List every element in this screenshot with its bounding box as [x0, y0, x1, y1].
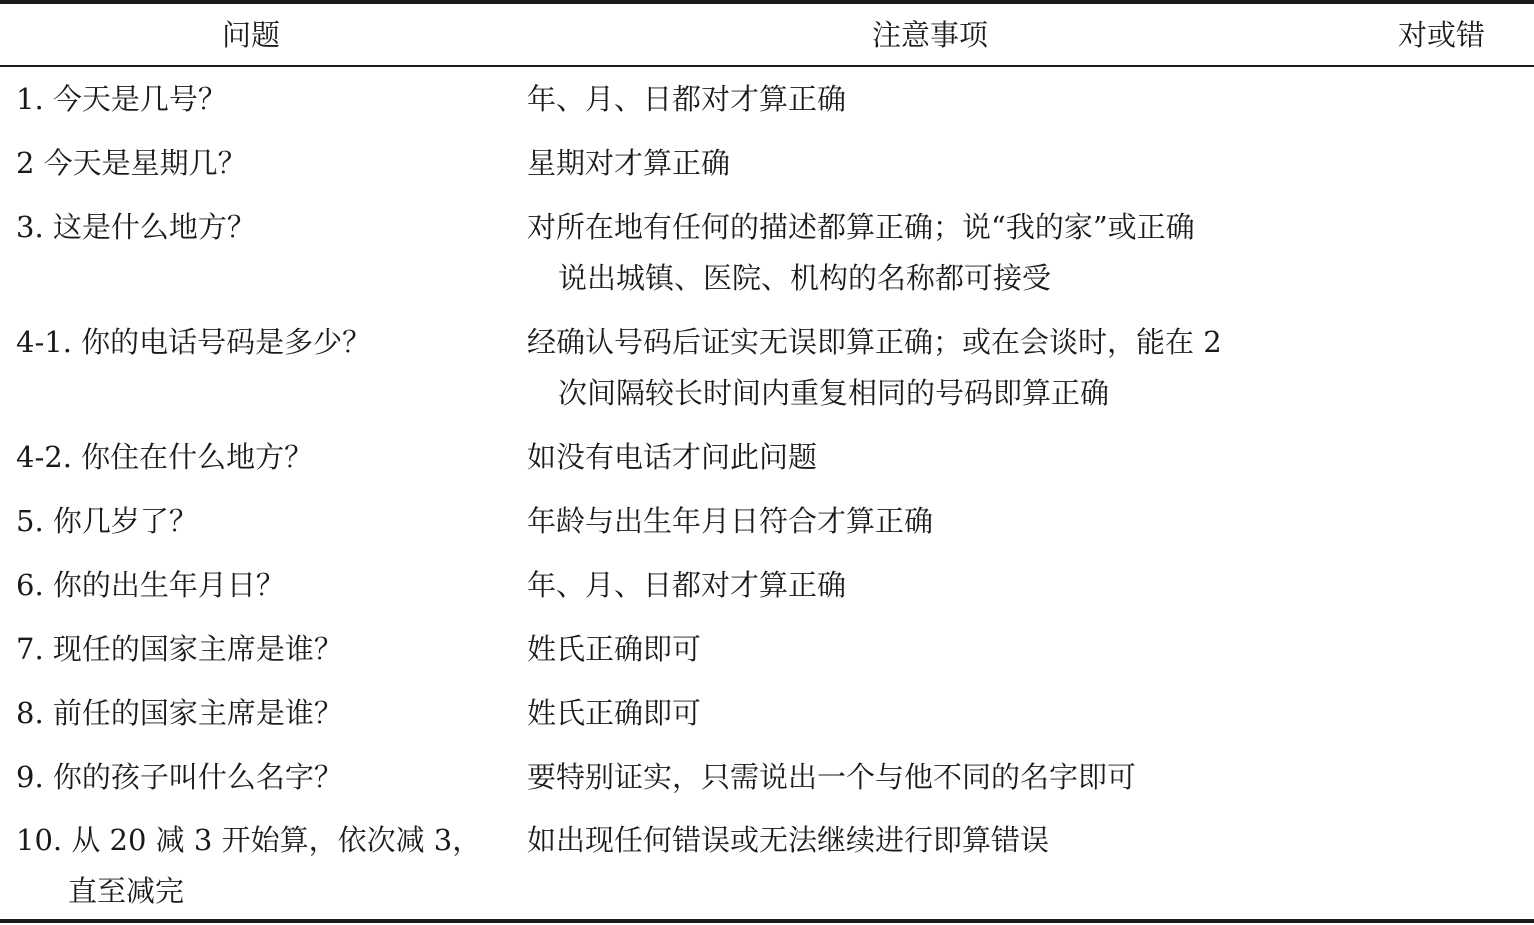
question-cell: 4-2. 你住在什么地方？ [16, 440, 314, 474]
header-question: 问题 [222, 18, 281, 52]
notes-cell: 年龄与出生年月日符合才算正确 [527, 504, 934, 538]
notes-cell-continuation: 说出城镇、医院、机构的名称都可接受 [558, 261, 1052, 295]
notes-cell: 经确认号码后证实无误即算正确；或在会谈时，能在 2 [527, 325, 1222, 359]
notes-cell: 年、月、日都对才算正确 [527, 82, 847, 116]
question-cell: 4-1. 你的电话号码是多少？ [16, 325, 372, 359]
notes-cell-continuation: 次间隔较长时间内重复相同的号码即算正确 [558, 376, 1110, 410]
header-notes: 注意事项 [872, 18, 989, 52]
header-result: 对或错 [1398, 18, 1486, 52]
table-header-rule [0, 65, 1534, 67]
notes-cell: 姓氏正确即可 [527, 632, 702, 666]
table-bottom-rule [0, 919, 1534, 923]
notes-cell: 星期对才算正确 [527, 146, 731, 180]
notes-cell: 如出现任何错误或无法继续进行即算错误 [527, 823, 1050, 857]
question-cell: 5. 你几岁了？ [16, 504, 198, 538]
table-top-rule [0, 0, 1534, 4]
question-cell-continuation: 直至减完 [68, 874, 185, 908]
question-cell: 10. 从 20 减 3 开始算，依次减 3， [16, 823, 482, 857]
notes-cell: 年、月、日都对才算正确 [527, 568, 847, 602]
notes-cell: 如没有电话才问此问题 [527, 440, 818, 474]
question-cell: 2 今天是星期几？ [16, 146, 247, 180]
question-cell: 1. 今天是几号？ [16, 82, 227, 116]
question-cell: 9. 你的孩子叫什么名字？ [16, 760, 343, 794]
question-cell: 6. 你的出生年月日？ [16, 568, 285, 602]
notes-cell: 要特别证实，只需说出一个与他不同的名字即可 [527, 760, 1137, 794]
question-cell: 7. 现任的国家主席是谁？ [16, 632, 343, 666]
question-cell: 3. 这是什么地方？ [16, 210, 256, 244]
notes-cell: 对所在地有任何的描述都算正确；说“我的家”或正确 [527, 210, 1195, 244]
notes-cell: 姓氏正确即可 [527, 696, 702, 730]
question-cell: 8. 前任的国家主席是谁？ [16, 696, 343, 730]
